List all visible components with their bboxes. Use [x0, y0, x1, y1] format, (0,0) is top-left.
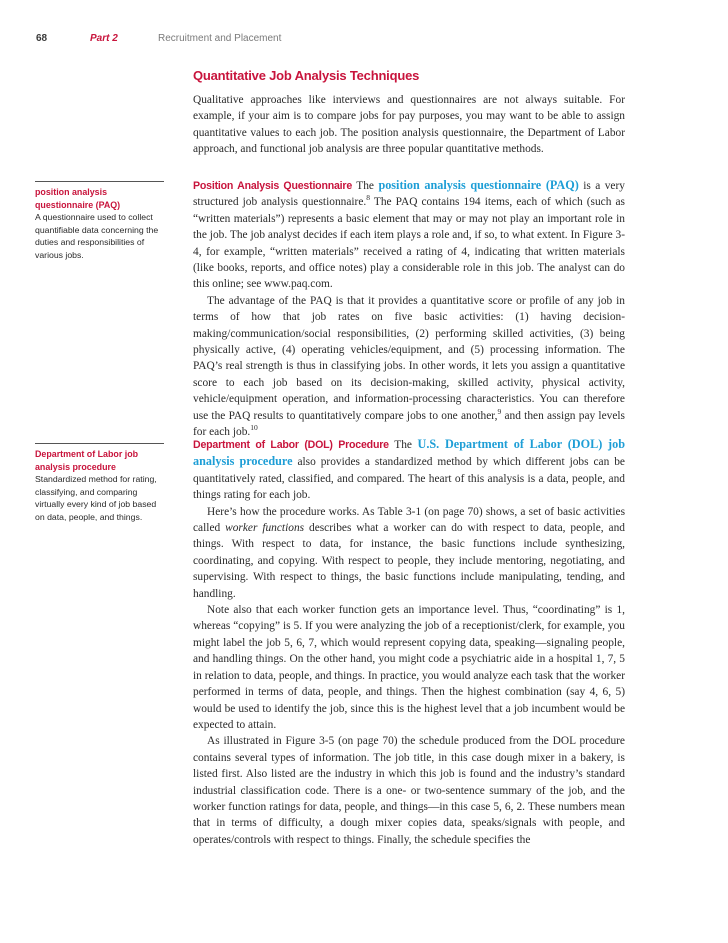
paq-lead-word: The [356, 180, 374, 192]
intro-paragraph [193, 92, 625, 158]
dol-lead-word: The [394, 439, 412, 451]
dol-paragraph-4: As illustrated in Figure 3-5 (on page 70) the schedule produced from the DOL procedure contains several types of information. The job title, in this case dough mixer in a bakery, is listed first. Also listed are the industry in which this job is found and the industry’s standard industrial classification code. There is a one- or two-sentence summary of the job, and the worker function ratings for data, people, and things—in this case 5, 6, 2. These numbers mean that in terms of difficulty, a dough mixer copies data, speaks/signals with people, and operates/controls with respect to things. Finally, the schedule specifies the [193, 735, 625, 846]
dol-paragraph-2 [193, 504, 625, 602]
dol-paragraph-1 [193, 436, 625, 504]
margin-definition-paq: A questionnaire used to collect quantifiable data concerning the duties and responsibilities of various jobs. [35, 212, 159, 260]
paq-run-head: Position Analysis Questionnaire [193, 180, 353, 192]
dol-text-2-em: worker functions [225, 522, 305, 535]
paq-section [193, 177, 625, 441]
dol-paragraph-3: Note also that each worker function gets an importance level. Thus, “coordinating” is 1, whereas “copying” is 5. If you were analyzing the job of a receptionist/clerk, for example, you might label the job 5, 6, 7, which would represent copying data, speaking—signaling people, and handling things. On the other hand, you might code a psychiatric aide in a hospital 1, 7, 5 in relation to data, people, and things. In practice, you would analyze each task that the worker performed in terms of data, people, and things. Then the highest combination (say 4, 6, 5) would be used to identify the job, since this is the highest level that a job incumbent would be expected to attain. [193, 604, 625, 731]
margin-term-dol: Department of Labor job analysis procedure [35, 449, 139, 472]
page-number: 68 [36, 33, 48, 44]
dol-text-1: also provides a standardized method by which different jobs can be quantitatively rated, classified, and compared. The heart of this analysis is a data, people, and things rating for each job. [193, 456, 625, 502]
margin-rule [35, 443, 164, 444]
margin-rule [35, 181, 164, 182]
margin-note-dol [35, 443, 164, 524]
paq-text-2a: The advantage of the PAQ is that it provides a quantitative score or profile of any job in terms of how that job rates on five basic activities: (1) having decision-making/communication/social responsibilities, (2) performing skilled activities, (3) being physically active, (4) operating vehicles/equipment, and (5) processing information. The PAQ’s real strength is thus in classifying jobs. In other words, it lets you assign a quantitative score to each job based on its decision-making, skilled activity, physical activity, vehicle/equipment operation, and information-processing characteristics. You can therefore use the PAQ results to quantitatively compare jobs to one another, [193, 294, 625, 422]
part-label: Part 2 [90, 33, 118, 44]
margin-note-paq [35, 181, 164, 262]
footnote-ref-10: 10 [250, 423, 258, 433]
dol-text-2a: Here’s how the procedure works. As Table 3-1 (on page 70) shows, a set of basic activities called [193, 505, 625, 535]
running-header [36, 33, 636, 49]
intro-text: Qualitative approaches like interviews and questionnaires are not always suitable. For example, if your aim is to compare jobs for pay purposes, you may want to be able to assign quantitative values to each job. The position analysis questionnaire, the Department of Labor approach, and functional job analysis are three popular quantitative methods. [193, 94, 625, 156]
paq-text-2b: and then assign pay levels for each job. [193, 409, 625, 439]
paq-paragraph-2 [193, 293, 625, 441]
paq-paragraph-1 [193, 177, 625, 293]
dol-term: U.S. Department of Labor (DOL) job analysis procedure [193, 437, 625, 469]
dol-section [193, 436, 625, 848]
paq-text-1b: The PAQ contains 194 items, each of which (such as “written materials”) represents a basic element that may or may not play an important role in the job. The job analyst decides if each item plays a role and, if so, to what extent. In Figure 3-4, for example, “written materials” received a rating of 4, indicating that written materials (like books, reports, and office notes) play a considerable role in this job. The analyst can do this online; see www.paq.com. [193, 196, 625, 291]
footnote-ref-8: 8 [366, 193, 371, 203]
section-title: Quantitative Job Analysis Techniques [193, 68, 420, 83]
part-title: Recruitment and Placement [158, 33, 282, 44]
margin-definition-dol: Standardized method for rating, classifying, and comparing virtually every kind of job based on data, people, and things. [35, 474, 157, 522]
paq-text-1a: is a very structured job analysis questionnaire. [193, 180, 625, 209]
footnote-ref-9: 9 [497, 406, 502, 416]
margin-term-paq: position analysis questionnaire (PAQ) [35, 187, 121, 210]
paq-term: position analysis questionnaire (PAQ) [378, 178, 579, 192]
dol-run-head: Department of Labor (DOL) Procedure [193, 439, 389, 451]
dol-text-2b: describes what a worker can do with respect to data, people, and things. With respect to data, for instance, the basic functions include synthesizing, coordinating, and copying. With respect to people, they include mentoring, negotiating, and supervising. With respect to things, the basic functions include manipulating, tending, and handling. [193, 522, 625, 600]
